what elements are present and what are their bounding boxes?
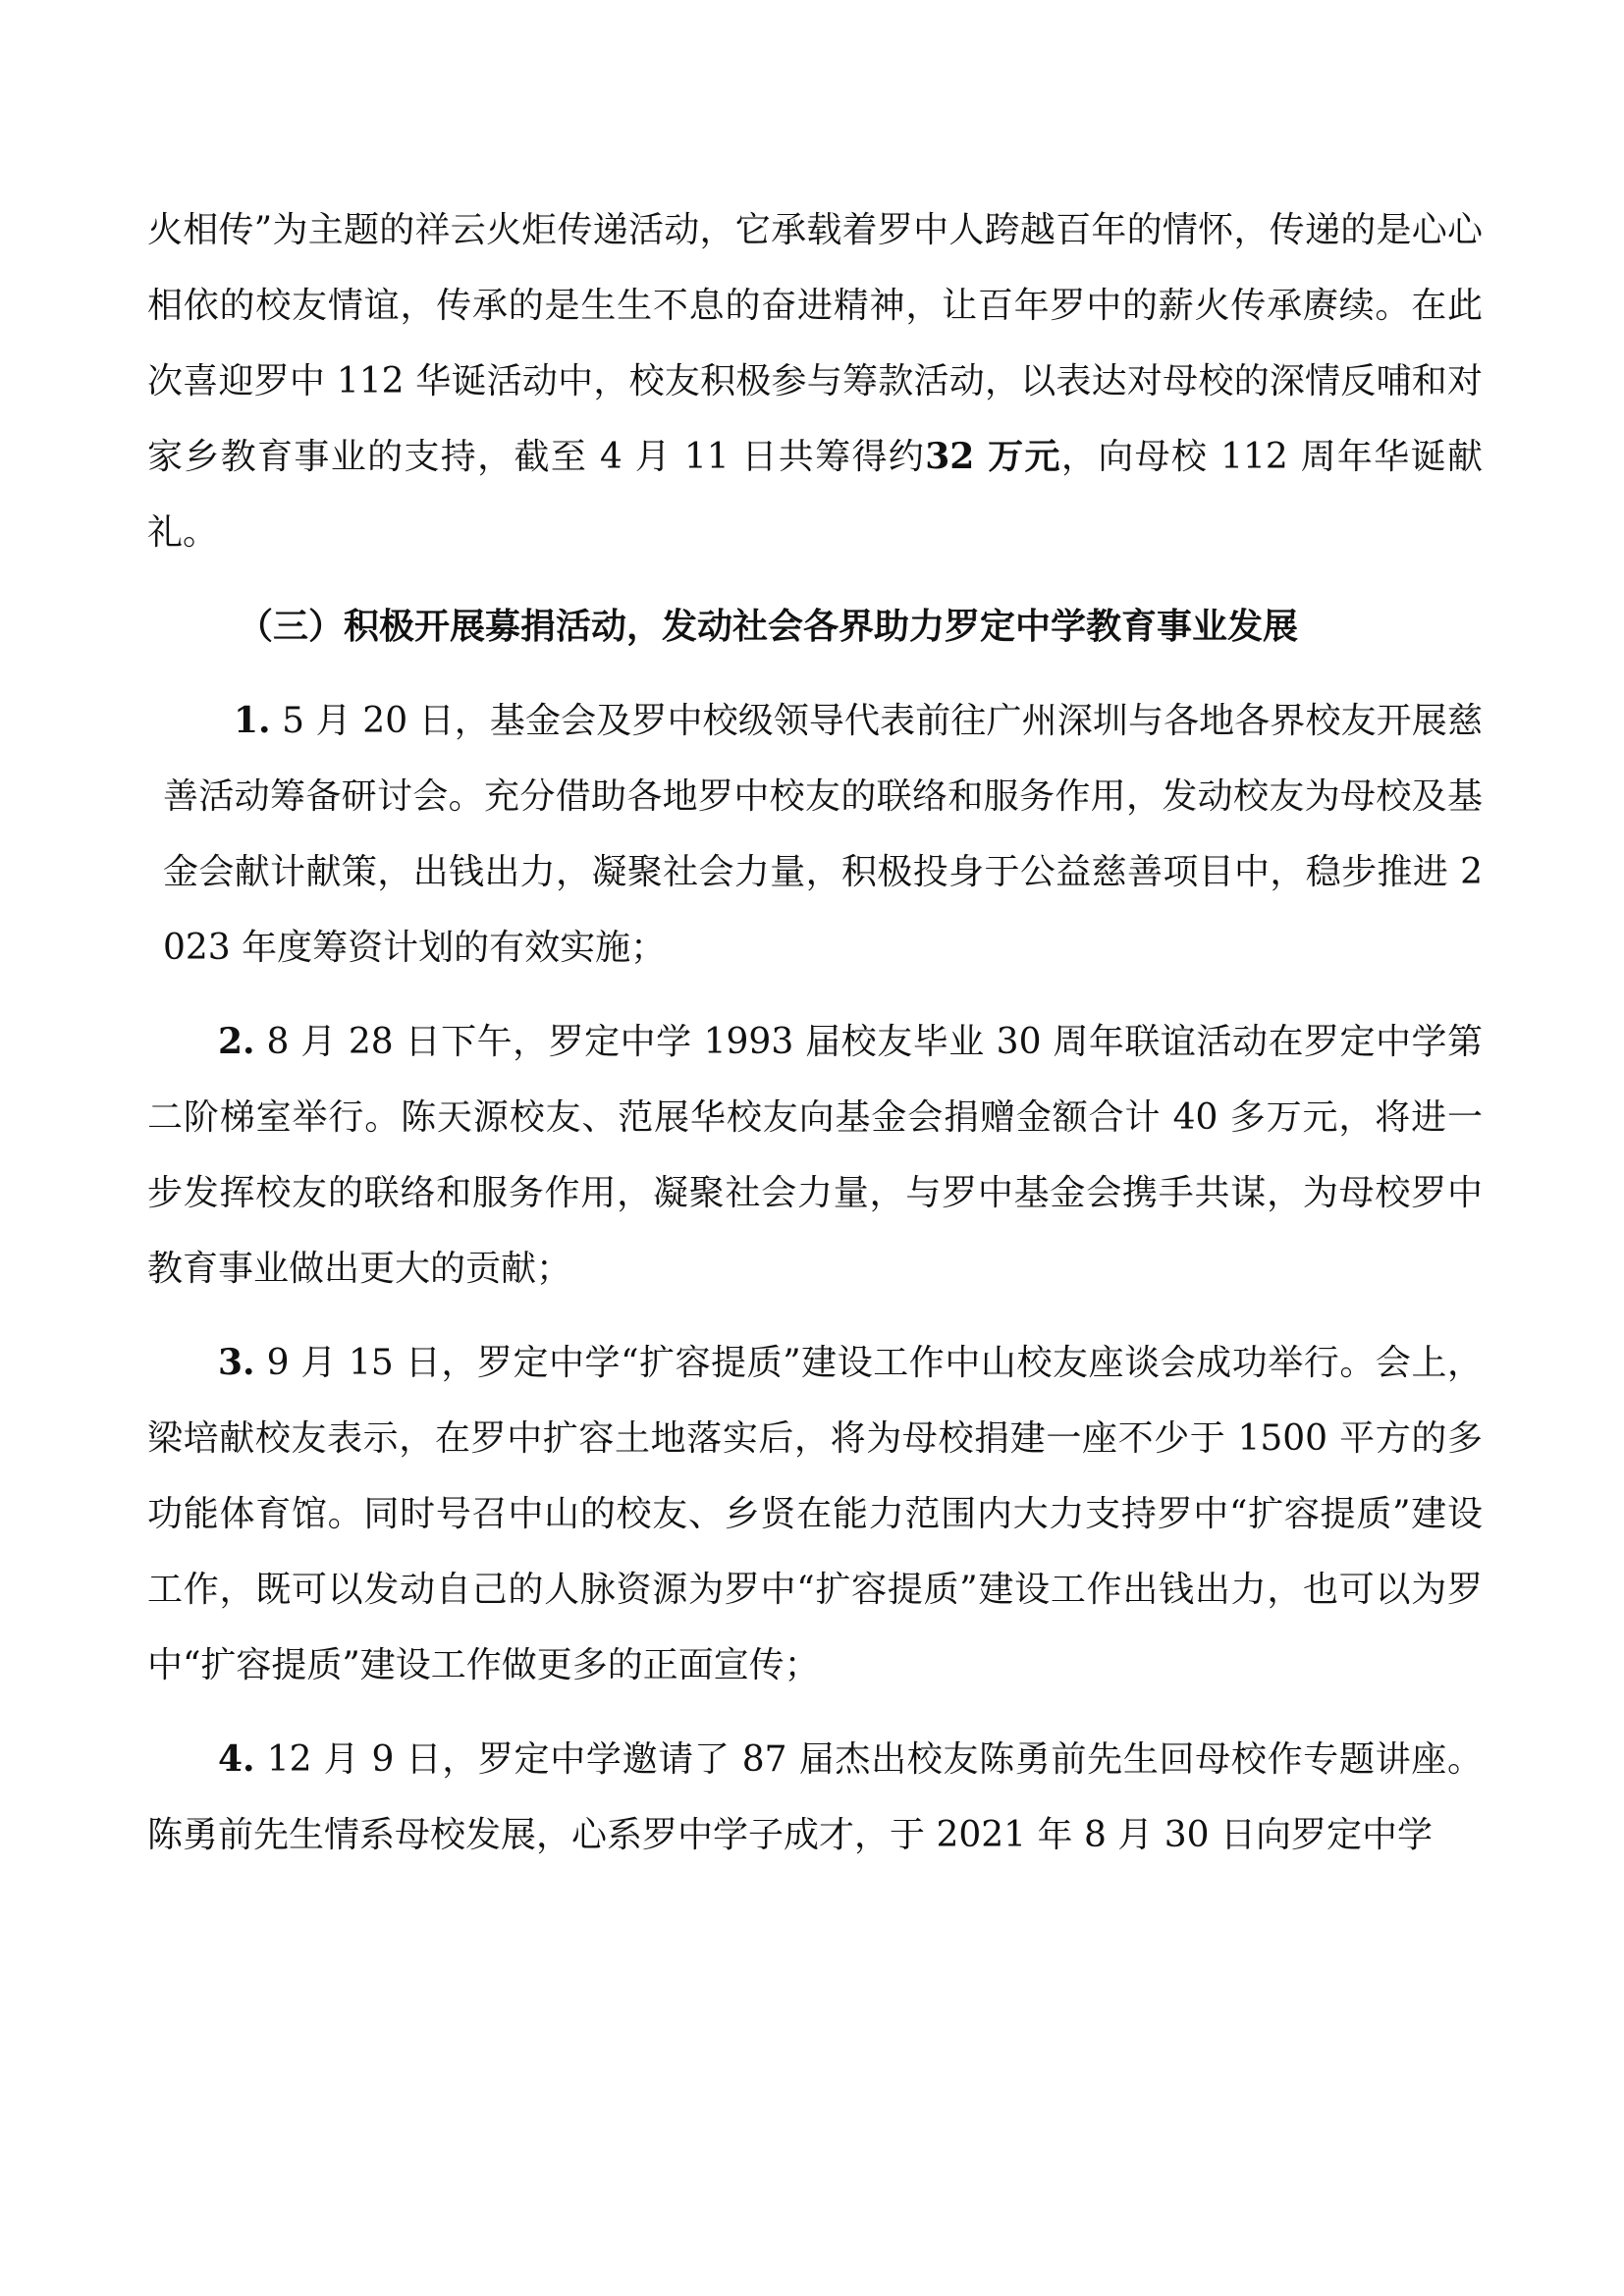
item-text-1: 5 月 20 日，基金会及罗中校级领导代表前往广州深圳与各地各界校友开展慈善活动筹备研讨会。充分借助各地罗中校友的联络和服务作用，发动校友为母校及基金会献计献策，出钱出力，凝聚社会力量，积极投身于公益慈善项目中，稳步推进 2023 年度筹资计划的有效实施； — [163, 701, 1483, 968]
item-text-4: 12 月 9 日，罗定中学邀请了 87 届杰出校友陈勇前先生回母校作专题讲座。陈勇前先生情系母校发展，心系罗中学子成才，于 2021 年 8 月 30 日向罗定中学 — [147, 1739, 1483, 1855]
section-heading: （三）积极开展募捐活动，发动社会各界助力罗定中学教育事业发展 — [238, 606, 1299, 647]
item-text-3: 9 月 15 日，罗定中学“扩容提质”建设工作中山校友座谈会成功举行。会上，梁培献校友表示，在罗中扩容土地落实后，将为母校捐建一座不少于 1500 平方的多功能体育馆。同时号召中山的校友、乡贤在能力范围内大力支持罗中“扩容提质”建设工作，既可以发动自己的人脉资源为罗中“扩容提质”建设工作出钱出力，也可以为罗中“扩容提质”建设工作做更多的正面宣传； — [147, 1343, 1483, 1685]
item-number-3: 3. — [218, 1342, 255, 1383]
item-number-4: 4. — [218, 1738, 255, 1780]
item-text-2: 8 月 28 日下午，罗定中学 1993 届校友毕业 30 周年联谊活动在罗定中学第二阶梯室举行。陈天源校友、范展华校友向基金会捐赠金额合计 40 多万元，将进一步发挥校友的联络和服务作用，凝聚社会力量，与罗中基金会携手共谋，为母校罗中教育事业做出更大的贡献； — [147, 1022, 1483, 1289]
list-item-1 — [147, 683, 1483, 986]
list-item-3 — [147, 1325, 1483, 1703]
item-number-2: 2. — [218, 1021, 255, 1062]
intro-text-a: 火相传”为主题的祥云火炬传递活动，它承载着罗中人跨越百年的情怀，传递的是心心相依的校友情谊，传承的是生生不息的奋进精神，让百年罗中的薪火传承赓续。在此次喜迎罗中 112 华诞活动中，校友积极参与筹款活动，以表达对母校的深情反哺和对家乡教育事业的支持，截至 4 月 11 日共筹得约 — [147, 210, 1483, 477]
list-item-4 — [147, 1722, 1483, 1873]
item-number-1: 1. — [234, 700, 271, 741]
paragraph-intro — [147, 192, 1483, 570]
intro-amount: 32 万元 — [925, 436, 1061, 477]
list-item-2 — [147, 1004, 1483, 1307]
document-body — [147, 192, 1483, 1892]
intro-text-b: ，向母校 112 周年华诞献礼。 — [147, 437, 1483, 553]
